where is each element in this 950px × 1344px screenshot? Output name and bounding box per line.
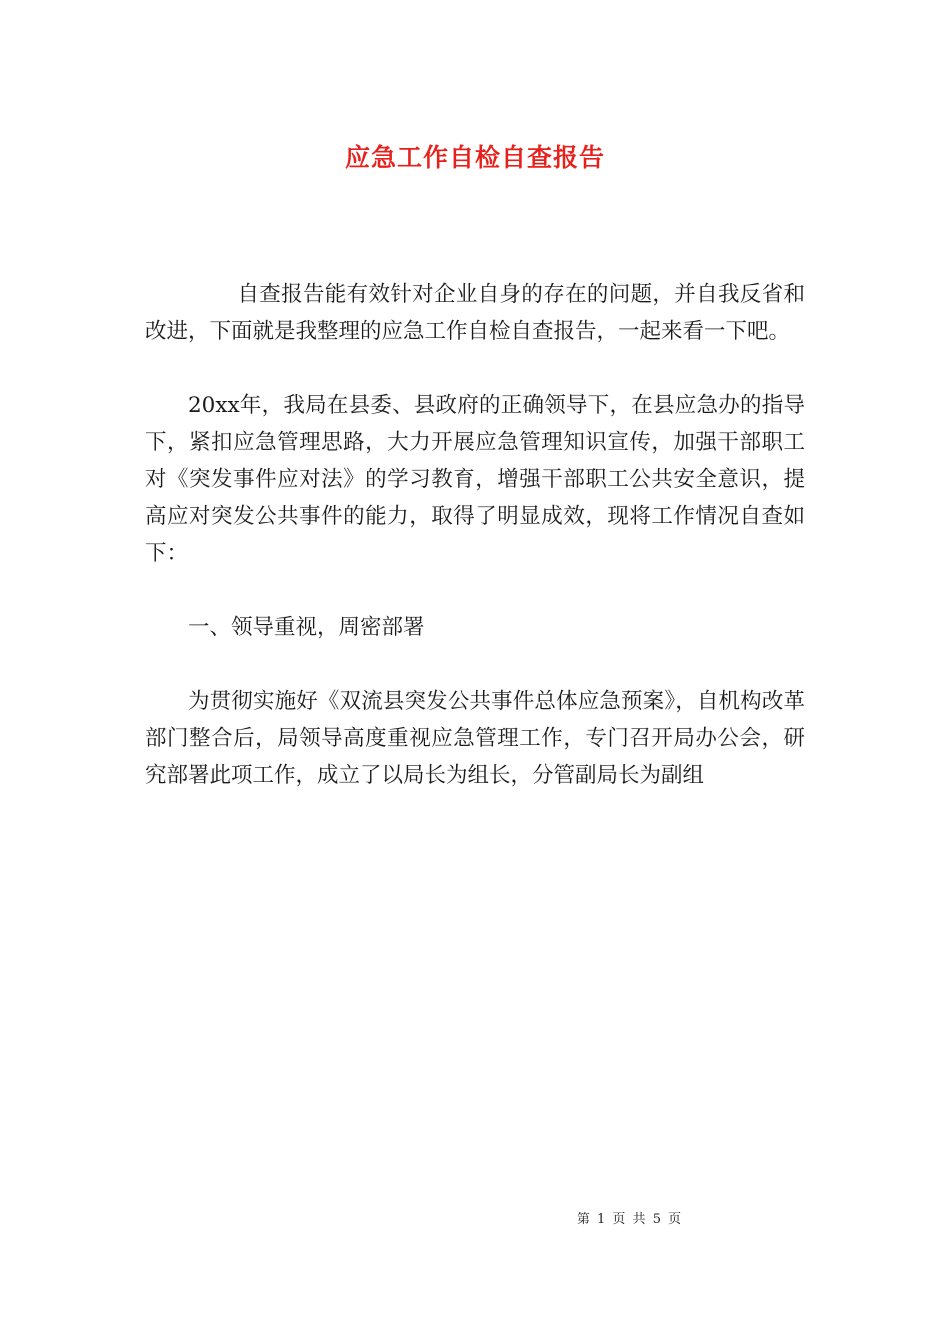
document-title: 应急工作自检自查报告: [344, 143, 605, 172]
section-heading: 一、领导重视，周密部署: [188, 615, 425, 640]
document-body: [145, 276, 805, 831]
section-paragraph: 为贯彻实施好《双流县突发公共事件总体应急预案》，自机构改革部门整合后，局领导高度重视应急管理工作，专门召开局办公会，研究部署此项工作，成立了以局长为组长，分管副局长为副组: [145, 689, 805, 788]
page-footer: [0, 1208, 950, 1227]
page-number: 第 1 页 共 5 页: [576, 1212, 682, 1227]
overview-paragraph: 20xx年，我局在县委、县政府的正确领导下，在县应急办的指导下，紧扣应急管理思路，大力开展应急管理知识宣传，加强干部职工对《突发事件应对法》的学习教育，增强干部职工公共安全意识，提高应对突发公共事件的能力，取得了明显成效，现将工作情况自查如下：: [145, 393, 805, 566]
intro-paragraph: 自查报告能有效针对企业自身的存在的问题，并自我反省和改进，下面就是我整理的应急工作自检自查报告，一起来看一下吧。: [145, 282, 805, 344]
